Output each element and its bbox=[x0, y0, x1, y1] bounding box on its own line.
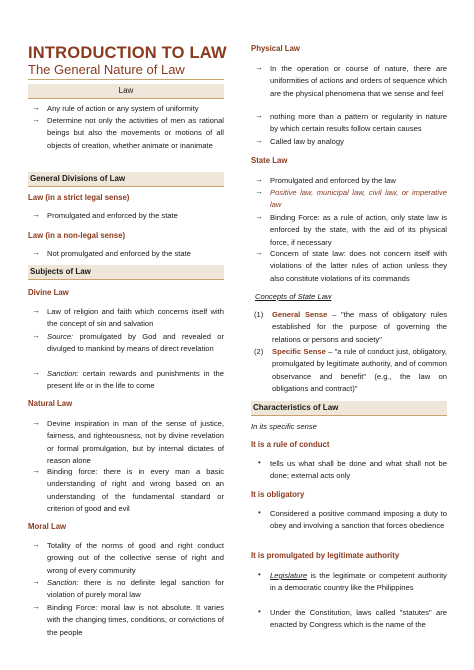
bullet-icon: • bbox=[258, 458, 261, 467]
bullet-icon: • bbox=[258, 508, 261, 517]
subjects-header: Subjects of Law bbox=[28, 265, 224, 280]
arrow-icon: → bbox=[32, 540, 40, 549]
arrow-icon: → bbox=[255, 248, 263, 257]
state-item-2: Positive law, municipal law, civil law, or imperative law bbox=[270, 188, 447, 210]
char-3-title: It is promulgated by legitimate authority bbox=[251, 551, 400, 560]
specific-sense-label: In its specific sense bbox=[251, 422, 317, 431]
characteristics-header: Characteristics of Law bbox=[251, 401, 447, 416]
char-3-item-1: Legislature is the legitimate or competent authority in a democratic country like the Philippines bbox=[270, 571, 447, 593]
arrow-icon: → bbox=[32, 103, 40, 112]
concepts-title: Concepts of State Law bbox=[255, 292, 332, 301]
arrow-icon: → bbox=[32, 466, 40, 475]
char-3-item-2: Under the Constitution, laws called "statutes" are enacted by Congress which is the name of the bbox=[270, 608, 447, 630]
bullet-icon: • bbox=[258, 607, 261, 616]
concept-2-number: (2) bbox=[254, 347, 264, 356]
state-item-3: Binding Force: as a rule of action, only state law is enforced by the state, with the aid of its physical force, if necessary bbox=[270, 213, 447, 247]
arrow-icon: → bbox=[32, 577, 40, 586]
nonlegal-title: Law (in a non-legal sense) bbox=[28, 231, 126, 240]
arrow-icon: → bbox=[32, 602, 40, 611]
page-title: INTRODUCTION TO LAW bbox=[28, 44, 227, 62]
divine-title: Divine Law bbox=[28, 288, 69, 297]
divisions-header: General Divisions of Law bbox=[28, 172, 224, 187]
char-2-item: Considered a positive command imposing a duty to obey and involving a sanction that forces obedience bbox=[270, 509, 447, 531]
natural-item-2: Binding force: there is in every man a basic understanding of right and wrong based on an understanding of the fundamental standard or criterion of good and evil bbox=[47, 467, 224, 514]
moral-item-3: Binding Force: moral law is not absolute. It varies with the changing times, conditions, or convictions of the people bbox=[47, 603, 224, 637]
arrow-icon: → bbox=[32, 248, 40, 257]
divine-item-3: Sanction: certain rewards and punishments in the present life or in the life to come bbox=[47, 369, 224, 391]
physical-item-1: In the operation or course of nature, there are uniformities of actions and orders of sequence which are the physical phenomena that we sense and feel bbox=[270, 64, 447, 98]
bullet-icon: • bbox=[258, 570, 261, 579]
arrow-icon: → bbox=[255, 111, 263, 120]
char-2-title: It is obligatory bbox=[251, 490, 305, 499]
arrow-icon: → bbox=[32, 331, 40, 340]
arrow-icon: → bbox=[255, 136, 263, 145]
arrow-icon: → bbox=[32, 368, 40, 377]
char-1-item: tells us what shall be done and what shall not be done; external acts only bbox=[270, 459, 447, 481]
concept-2: Specific Sense – "a rule of conduct just, obligatory, promulgated by legitimate authority, and of common observance and benefit" (e.g., the law on obligations and contract)" bbox=[272, 347, 447, 394]
divine-item-2: Source: promulgated by God and revealed or divulged to mankind by means of direct revelation bbox=[47, 332, 224, 354]
natural-item-1: Devine inspiration in man of the sense of justice, fairness, and righteousness, not by divine revelation or formal promulgation, but by internal dictates of reason alone bbox=[47, 419, 224, 466]
page-subtitle: The General Nature of Law bbox=[28, 62, 185, 77]
moral-title: Moral Law bbox=[28, 522, 67, 531]
moral-item-2: Sanction: there is no definite legal sanction for violation of purely moral law bbox=[47, 578, 224, 600]
arrow-icon: → bbox=[32, 210, 40, 219]
arrow-icon: → bbox=[32, 115, 40, 124]
natural-title: Natural Law bbox=[28, 399, 73, 408]
state-item-1: Promulgated and enforced by the law bbox=[270, 176, 396, 185]
state-item-4: Concern of state law: does not concern itself with violations of the latter rules of action unless they also constitute violations of its commands bbox=[270, 249, 447, 283]
arrow-icon: → bbox=[255, 212, 263, 221]
law-item-1: Any rule of action or any system of uniformity bbox=[47, 104, 199, 113]
divine-item-1: Law of religion and faith which concerns itself with the concept of sin and salvation bbox=[47, 307, 224, 329]
concept-1-number: (1) bbox=[254, 310, 264, 319]
law-header: Law bbox=[28, 84, 224, 99]
arrow-icon: → bbox=[255, 63, 263, 72]
strict-item: Promulgated and enforced by the state bbox=[47, 211, 178, 220]
arrow-icon: → bbox=[32, 306, 40, 315]
arrow-icon: → bbox=[32, 418, 40, 427]
concept-1: General Sense – "the mass of obligatory rules established for the purpose of governing the relations or persons and society" bbox=[272, 310, 447, 344]
nonlegal-item: Not promulgated and enforced by the state bbox=[47, 249, 191, 258]
state-title: State Law bbox=[251, 156, 288, 165]
arrow-icon: → bbox=[255, 175, 263, 184]
physical-item-3: Called law by analogy bbox=[270, 137, 344, 146]
physical-item-2: nothing more than a pattern or regularity in nature by which certain results follow certain causes bbox=[270, 112, 447, 134]
title-rule bbox=[28, 79, 224, 80]
law-item-2: Determine not only the activities of men as rational beings but also the movements or motions of all objects of creation, whether animate or inanimate bbox=[47, 116, 224, 150]
arrow-icon: → bbox=[255, 187, 263, 196]
moral-item-1: Totality of the norms of good and right conduct growing out of the collective sense of right and wrong of every community bbox=[47, 541, 224, 575]
physical-title: Physical Law bbox=[251, 44, 300, 53]
strict-title: Law (in a strict legal sense) bbox=[28, 193, 130, 202]
char-1-title: It is a rule of conduct bbox=[251, 440, 330, 449]
